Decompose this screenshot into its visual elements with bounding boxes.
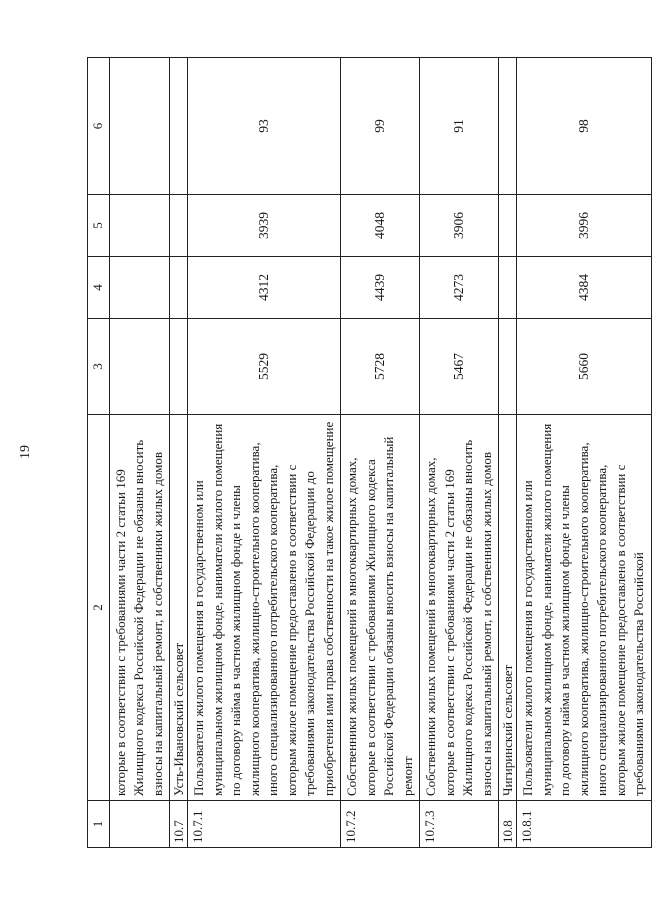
value-col-6 xyxy=(499,58,517,195)
column-header: 1 xyxy=(88,801,110,848)
section-title: Чигиринский сельсовет xyxy=(499,415,517,801)
value-col-5 xyxy=(170,195,188,257)
value-col-3 xyxy=(170,319,188,415)
table-row xyxy=(341,58,420,848)
row-code: 10.7 xyxy=(170,801,188,848)
row-description: Пользователи жилого помещения в государственном или муниципальном жилищном фонде, наниматели жилого помещения по договору найма в частном жилищном фонде и члены жилищного кооператива, жилищно-строительного кооператива, иного специализированного потребительского кооператива, которым жилое помещение предоставлено в соответствии с требованиями законодательства Российской xyxy=(517,415,652,801)
value-col-4: 4384 xyxy=(517,257,652,319)
row-code: 10.8 xyxy=(499,801,517,848)
value-col-5: 4048 xyxy=(341,195,420,257)
row-code: 10.8.1 xyxy=(517,801,652,848)
row-description: Собственники жилых помещений в многоквартирных домах, которые в соответствии с требованиями Жилищного кодекса Российской Федерации обязаны вносить взносы на капитальный ремонт xyxy=(341,415,420,801)
row-description: которые в соответствии с требованиями части 2 статьи 169 Жилищного кодекса Российской Федерации не обязаны вносить взносы на капитальный ремонт, и собственники жилых домов xyxy=(109,415,170,801)
row-code xyxy=(109,801,170,848)
value-col-6 xyxy=(109,58,170,195)
row-description: Собственники жилых помещений в многоквартирных домах, которые в соответствии с требованиями части 2 статьи 169 Жилищного кодекса Российской Федерации не обязаны вносить взносы на капитальный ремонт, и собственники жилых домов xyxy=(420,415,499,801)
section-title: Усть-Ивановский сельсовет xyxy=(170,415,188,801)
value-col-5: 3906 xyxy=(420,195,499,257)
row-code: 10.7.1 xyxy=(188,801,341,848)
column-header: 2 xyxy=(88,415,110,801)
value-col-3: 5529 xyxy=(188,319,341,415)
value-col-5 xyxy=(109,195,170,257)
table-row xyxy=(517,58,652,848)
value-col-6: 99 xyxy=(341,58,420,195)
table-row xyxy=(420,58,499,848)
value-col-6: 93 xyxy=(188,58,341,195)
tariff-table xyxy=(87,57,652,848)
value-col-3: 5660 xyxy=(517,319,652,415)
value-col-6: 98 xyxy=(517,58,652,195)
column-header: 3 xyxy=(88,319,110,415)
page-number: 19 xyxy=(18,445,33,459)
value-col-3 xyxy=(109,319,170,415)
value-col-5: 3996 xyxy=(517,195,652,257)
value-col-4 xyxy=(109,257,170,319)
value-col-4 xyxy=(170,257,188,319)
row-code: 10.7.2 xyxy=(341,801,420,848)
value-col-3 xyxy=(499,319,517,415)
column-header: 6 xyxy=(88,58,110,195)
value-col-4: 4273 xyxy=(420,257,499,319)
table-row xyxy=(188,58,341,848)
row-description: Пользователи жилого помещения в государственном или муниципальном жилищном фонде, наниматели жилого помещения по договору найма в частном жилищном фонде и члены жилищного кооператива, жилищно-строительного кооператива, иного специализированного потребительского кооператива, которым жилое помещение предоставлено в соответствии с требованиями законодательства Российской Федерации до приобретения ими права собственности на такое жилое помещение xyxy=(188,415,341,801)
value-col-3: 5467 xyxy=(420,319,499,415)
value-col-5: 3939 xyxy=(188,195,341,257)
value-col-4: 4439 xyxy=(341,257,420,319)
table-row xyxy=(109,58,170,848)
column-header: 4 xyxy=(88,257,110,319)
section-row xyxy=(499,58,517,848)
value-col-3: 5728 xyxy=(341,319,420,415)
value-col-6: 91 xyxy=(420,58,499,195)
column-header: 5 xyxy=(88,195,110,257)
value-col-4: 4312 xyxy=(188,257,341,319)
table-header-row xyxy=(88,58,110,848)
section-row xyxy=(170,58,188,848)
row-code: 10.7.3 xyxy=(420,801,499,848)
value-col-5 xyxy=(499,195,517,257)
value-col-4 xyxy=(499,257,517,319)
rotated-page-content xyxy=(87,58,646,848)
value-col-6 xyxy=(170,58,188,195)
